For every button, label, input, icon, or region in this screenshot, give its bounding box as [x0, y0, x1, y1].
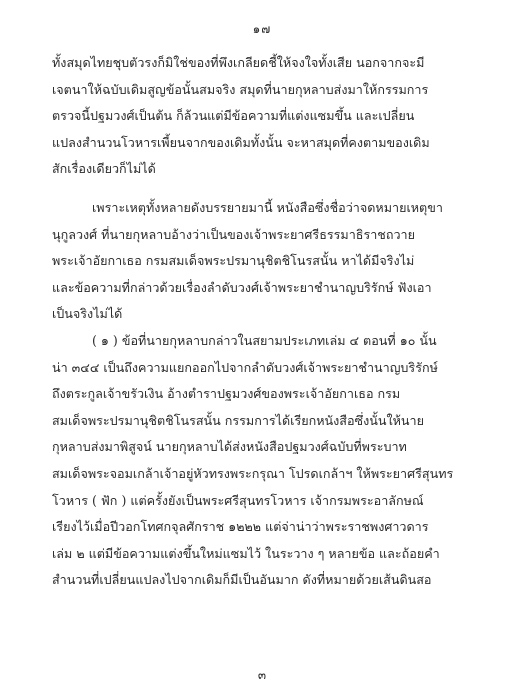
text-line: และข้อความที่กล่าวด้วยเรื่องลำดับวงศ์เจ้าพระยาชำนาญบริรักษ์ ฟังเอา: [52, 279, 432, 295]
paragraph-1: [52, 50, 484, 183]
text-line: แปลงสำนวนโวหารเพี้ยนจากของเดิมทั้งนั้น จะหาสมุดที่คงตามของเดิม: [52, 134, 430, 150]
text-line: เรียงไว้เมื่อปีวอกโทศกจุลศักราช ๑๒๒๒ แต่จ่าน่าว่าพระราชพงศาวดาร: [52, 519, 429, 535]
body-text: [52, 50, 484, 594]
text-line: นุกูลวงศ์ ที่นายกุหลาบอ้างว่าเป็นของเจ้าพระยาศรีธรรมาธิราชถวาย: [52, 226, 415, 242]
text-line: เล่ม ๒ แต่มีข้อความแต่งขึ้นใหม่แซมไว้ ในระวาง ๆ หลายข้อ และถ้อยคำ: [52, 545, 440, 561]
text-line: โวหาร ( ฟัก ) แต่ครั้งยังเป็นพระศรีสุนทรโวหาร เจ้ากรมพระอาลักษณ์: [52, 492, 424, 508]
text-line: เจตนาให้ฉบับเดิมสูญข้อนั้นสมจริง สมุดที่นายกุหลาบส่งมาให้กรรมการ: [52, 81, 429, 97]
text-line: พระเจ้าอัยกาเธอ กรมสมเด็จพระปรมานุชิตชิโนรสนั้น หาได้มีจริงไม่: [52, 253, 415, 269]
text-line: เพราะเหตุทั้งหลายดังบรรยายมานี้ หนังสือซึ่งชื่อว่าจดหมายเหตุขา: [92, 199, 443, 215]
page-number-bottom: ๓: [257, 668, 267, 682]
text-line: สมเด็จพระจอมเกล้าเจ้าอยู่หัวทรงพระกรุณา โปรดเกล้าฯ ให้พระยาศรีสุนทร: [52, 465, 454, 481]
paragraph-gap: [52, 183, 484, 195]
text-line: สักเรื่องเดียวก็ไม่ได้: [52, 161, 156, 177]
text-line: กุหลาบส่งมาพิสูจน์ นายกุหลาบได้ส่งหนังสือปฐมวงศ์ฉบับที่พระบาท: [52, 439, 407, 455]
text-line: ( ๑ ) ข้อที่นายกุหลาบกล่าวในสยามประเภทเล่ม ๔ ตอนที่ ๑๐ นั้น: [92, 332, 437, 348]
text-line: ถึงตระกูลเจ้าขรัวเงิน อ้างตำราปฐมวงศ์ของพระเจ้าอัยกาเธอ กรม: [52, 386, 401, 402]
text-line: น่า ๓๔๔ เป็นถึงความแยกออกไปจากลำดับวงศ์เจ้าพระยาชำนาญบริรักษ์: [52, 359, 438, 375]
page-number-top: ๑๗: [252, 22, 272, 36]
text-line: ตรวจนี้ปฐมวงศ์เป็นต้น ก็ล้วนแต่มีข้อความที่แต่งแซมขึ้น และเปลี่ยน: [52, 108, 415, 124]
paragraph-2: [52, 195, 484, 328]
paragraph-3: [52, 328, 484, 594]
text-line: ทั้งสมุดไทยชุบตัวรงก็มิใช่ของที่พึงเกลียดชี้ให้จงใจทั้งเสีย นอกจากจะมี: [52, 55, 425, 70]
text-line: เป็นจริงไม่ได้: [52, 306, 123, 322]
text-line: สมเด็จพระปรมานุชิตชิโนรสนั้น กรรมการได้เรียกหนังสือซึ่งนั้นให้นาย: [52, 412, 424, 428]
text-line: สำนวนที่เปลี่ยนแปลงไปจากเดิมก็มีเป็นอันมาก ดังที่หมายด้วยเส้นดินสอ: [52, 572, 432, 588]
